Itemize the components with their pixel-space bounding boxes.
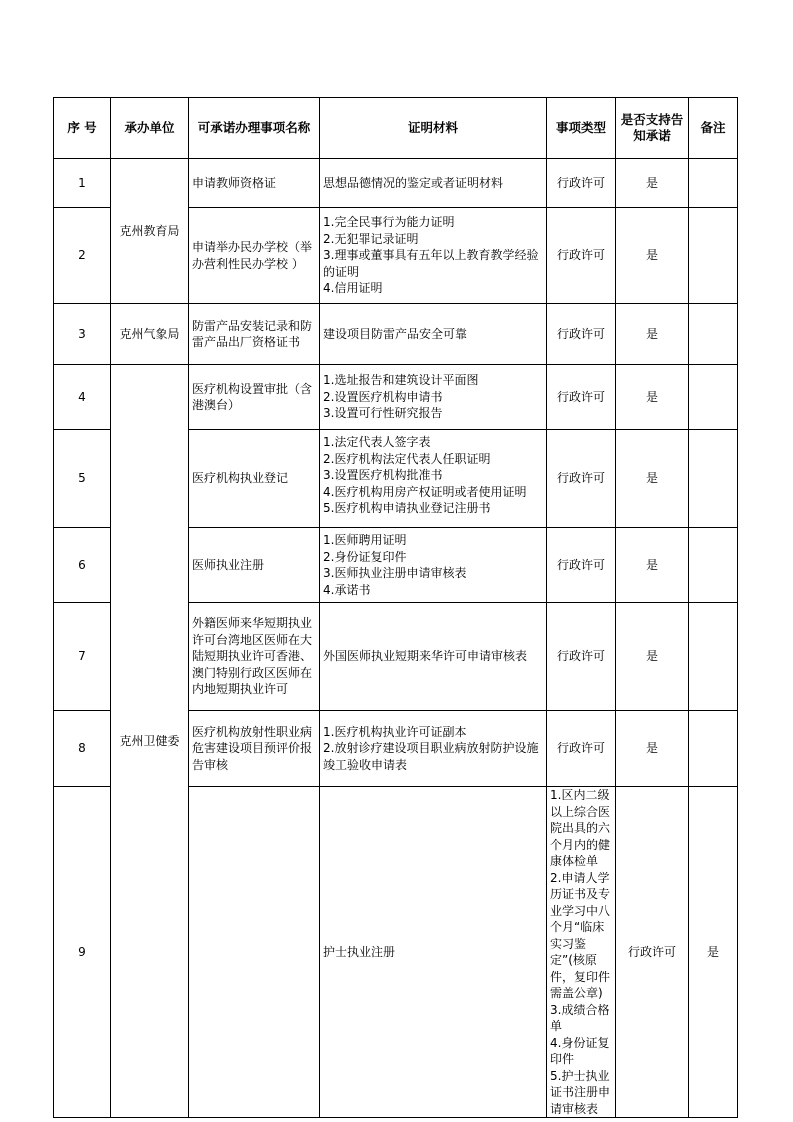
- item-name: 医疗机构执业登记: [189, 430, 320, 528]
- item-type: 行政许可: [547, 603, 616, 711]
- support-flag: 是: [616, 159, 689, 208]
- row-number: 5: [54, 430, 111, 528]
- material-line: 3.设置可行性研究报告: [323, 406, 443, 421]
- row-number: 9: [54, 787, 111, 1118]
- item-type: 行政许可: [616, 787, 689, 1118]
- row-number: 8: [54, 711, 111, 787]
- row-number: 2: [54, 208, 111, 304]
- item-name: 防雷产品安装记录和防雷产品出厂资格证书: [189, 304, 320, 365]
- support-flag: 是: [616, 304, 689, 365]
- row-number: 4: [54, 365, 111, 430]
- material-line: 3.理事或董事具有五年以上教育教学经验的证明: [323, 248, 539, 279]
- materials-cell: [547, 787, 616, 1118]
- material-line: 5.医疗机构申请执业登记注册书: [323, 501, 491, 515]
- support-flag: 是: [616, 711, 689, 787]
- remark-cell: [689, 603, 738, 711]
- item-name: 护士执业注册: [320, 787, 547, 1118]
- row-number: 6: [54, 528, 111, 603]
- remark-cell: [689, 159, 738, 208]
- material-line: 4.信用证明: [323, 281, 383, 296]
- material-line: 2.设置医疗机构申请书: [323, 389, 443, 404]
- material-line: 外国医师执业短期来华许可申请审核表: [323, 649, 528, 664]
- materials-cell: [320, 430, 547, 528]
- item-name: 外籍医师来华短期执业许可台湾地区医师在大陆短期执业许可香港、澳门特别行政区医师在内地短期执业许可: [189, 603, 320, 711]
- material-line: 4.医疗机构用房产权证明或者使用证明: [323, 484, 527, 499]
- materials-cell: [320, 304, 547, 365]
- material-line: 建设项目防雷产品安全可靠: [323, 326, 468, 341]
- remark-cell: [689, 365, 738, 430]
- support-flag: 是: [689, 787, 738, 1118]
- support-flag: 是: [616, 430, 689, 528]
- remark-cell: [689, 430, 738, 528]
- material-line: 2.无犯罪记录证明: [323, 231, 419, 246]
- item-type: 行政许可: [547, 528, 616, 603]
- material-line: 1.完全民事行为能力证明: [323, 215, 455, 230]
- support-flag: 是: [616, 528, 689, 603]
- header-type: 事项类型: [547, 98, 616, 159]
- materials-cell: [320, 603, 547, 711]
- support-flag: 是: [616, 365, 689, 430]
- header-remark: 备注: [689, 98, 738, 159]
- header-row: [54, 98, 738, 159]
- remark-cell: [689, 304, 738, 365]
- header-unit: 承办单位: [111, 98, 189, 159]
- row-number: 1: [54, 159, 111, 208]
- material-line: 2.申请人学历证书及专业学习中八个月“临床实习鉴定”(核原件，复印件需盖公章): [550, 870, 611, 1000]
- material-line: 5.护士执业证书注册申请审核表: [550, 1068, 611, 1116]
- support-flag: 是: [616, 603, 689, 711]
- row-number: 3: [54, 304, 111, 365]
- item-type: 行政许可: [547, 365, 616, 430]
- table-row: [54, 304, 738, 365]
- support-flag: 是: [616, 208, 689, 304]
- header-seq: 序 号: [54, 98, 111, 159]
- item-name: 医师执业注册: [189, 528, 320, 603]
- header-item: 可承诺办理事项名称: [189, 98, 320, 159]
- table-row: [54, 365, 738, 430]
- material-line: 1.法定代表人签字表: [323, 435, 431, 449]
- item-type: 行政许可: [547, 304, 616, 365]
- row-number: 7: [54, 603, 111, 711]
- unit-cell-weather: 克州气象局: [111, 304, 189, 365]
- header-support: 是否支持告知承诺: [616, 98, 689, 159]
- header-material: 证明材料: [320, 98, 547, 159]
- material-line: 3.设置医疗机构批准书: [323, 468, 443, 482]
- material-line: 2.放射诊疗建设项目职业病放射防护设施竣工验收申请表: [323, 741, 539, 772]
- material-line: 1.医疗机构执业许可证副本: [323, 724, 467, 739]
- material-line: 4.承诺书: [323, 582, 371, 597]
- materials-cell: [320, 159, 547, 208]
- materials-cell: [320, 528, 547, 603]
- material-line: 4.身份证复印件: [550, 1035, 610, 1066]
- item-name: 申请教师资格证: [189, 159, 320, 208]
- remark-cell: [689, 528, 738, 603]
- item-type: 行政许可: [547, 159, 616, 208]
- material-line: 1.区内二级以上综合医院出具的六个月内的健康体检单: [550, 788, 611, 868]
- remark-cell: [689, 711, 738, 787]
- unit-cell-empty: [189, 787, 320, 1118]
- remark-cell: [689, 208, 738, 304]
- item-type: 行政许可: [547, 208, 616, 304]
- material-line: 思想品德情况的鉴定或者证明材料: [323, 175, 504, 190]
- table-row: [54, 159, 738, 208]
- material-line: 1.选址报告和建筑设计平面图: [323, 373, 479, 388]
- item-name: 医疗机构放射性职业病危害建设项目预评价报告审核: [189, 711, 320, 787]
- item-name: 医疗机构设置审批（含港澳台）: [189, 365, 320, 430]
- material-line: 2.身份证复印件: [323, 549, 407, 564]
- item-name: 申请举办民办学校（举办营利性民办学校 ）: [189, 208, 320, 304]
- materials-cell: [320, 208, 547, 304]
- unit-cell-edu: 克州教育局: [111, 159, 189, 304]
- material-line: 1.医师聘用证明: [323, 533, 407, 547]
- materials-cell: [320, 365, 547, 430]
- unit-cell-health: 克州卫健委: [111, 365, 189, 1118]
- material-line: 3.成绩合格单: [550, 1002, 610, 1033]
- item-type: 行政许可: [547, 711, 616, 787]
- materials-cell: [320, 711, 547, 787]
- material-line: 3.医师执业注册申请审核表: [323, 566, 467, 580]
- commitment-items-table: [53, 97, 738, 1118]
- material-line: 2.医疗机构法定代表人任职证明: [323, 451, 491, 466]
- item-type: 行政许可: [547, 430, 616, 528]
